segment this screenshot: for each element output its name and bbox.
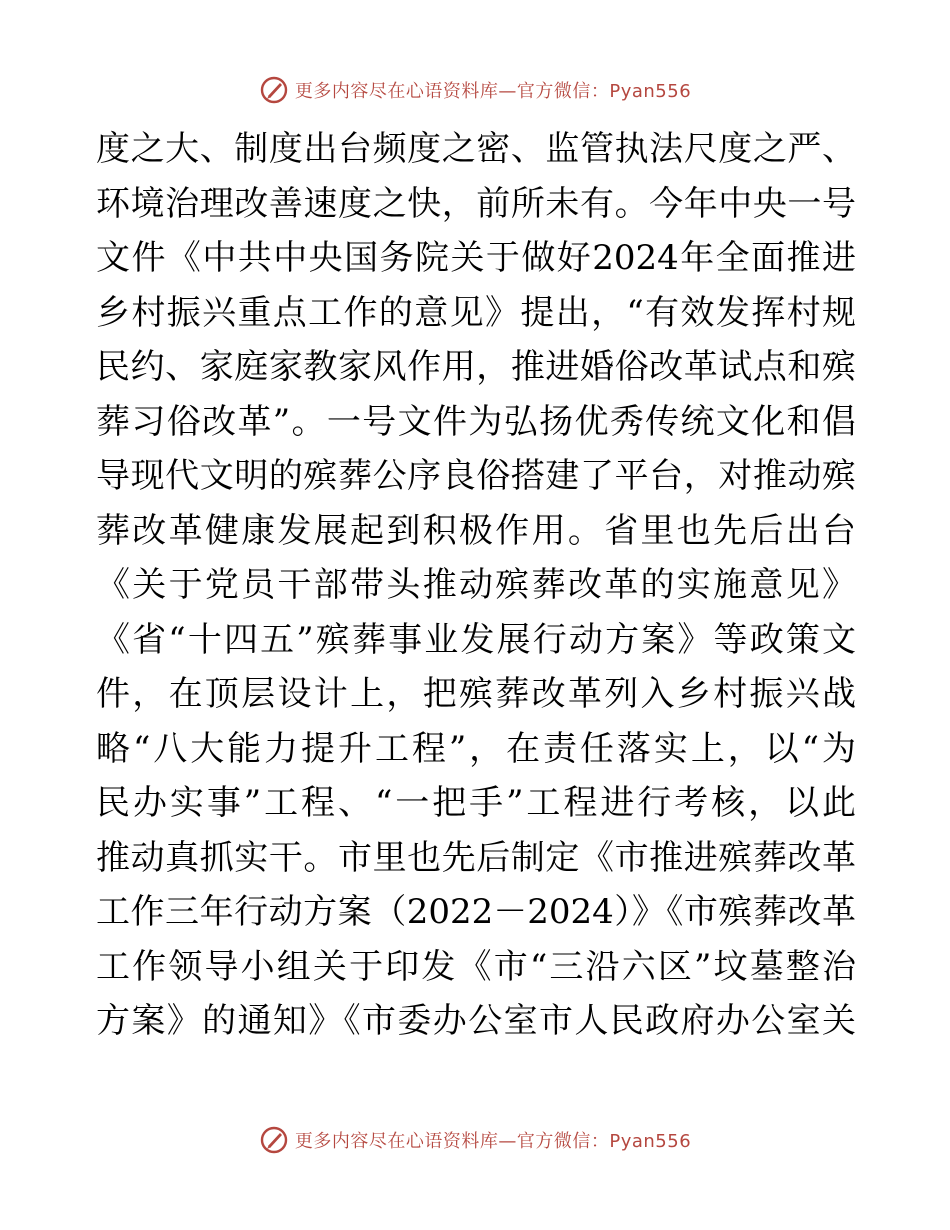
text-line: 度之大、制度出台频度之密、监管执法尺度之严、 (96, 129, 856, 169)
text-line: 民约、家庭家教家风作用，推进婚俗改革试点和殡 (96, 347, 856, 387)
text-line: 方案》的通知》《市委办公室市人民政府办公室关 (96, 1001, 856, 1041)
header-watermark-banner (0, 72, 950, 108)
text-line: 葬改革健康发展起到积极作用。省里也先后出台 (96, 510, 856, 551)
text-line: 略“八大能力提升工程”，在责任落实上，以“为 (96, 728, 856, 769)
footer-watermark-text: 更多内容尽在心语资料库—官方微信：Pyan556 (294, 1131, 692, 1152)
document-body (96, 122, 856, 1049)
text-line: 葬习俗改革”。一号文件为弘扬优秀传统文化和倡 (96, 401, 856, 442)
quill-pen-circle-icon (259, 75, 289, 105)
text-line: 工作三年行动方案（2022－2024）》《市殡葬改革 (96, 892, 856, 932)
text-line: 环境治理改善速度之快，前所未有。今年中央一号 (96, 183, 856, 224)
text-line: 推动真抓实干。市里也先后制定《市推进殡葬改革 (96, 837, 856, 878)
footer-watermark-banner (0, 1122, 950, 1158)
header-watermark-text: 更多内容尽在心语资料库—官方微信：Pyan556 (294, 81, 692, 102)
text-line: 乡村振兴重点工作的意见》提出，“有效发挥村规 (96, 292, 856, 333)
quill-pen-circle-icon (259, 1125, 289, 1155)
text-line: 民办实事”工程、“一把手”工程进行考核，以此 (96, 783, 856, 823)
text-line: 导现代文明的殡葬公序良俗搭建了平台，对推动殡 (96, 456, 856, 496)
text-line: 文件《中共中央国务院关于做好2024年全面推进 (96, 238, 856, 278)
text-line: 工作领导小组关于印发《市“三沿六区”坟墓整治 (96, 946, 856, 987)
text-line: 《省“十四五”殡葬事业发展行动方案》等政策文 (96, 619, 856, 660)
text-line: 《关于党员干部带头推动殡葬改革的实施意见》 (96, 565, 856, 605)
text-line: 件，在顶层设计上，把殡葬改革列入乡村振兴战 (96, 674, 856, 714)
